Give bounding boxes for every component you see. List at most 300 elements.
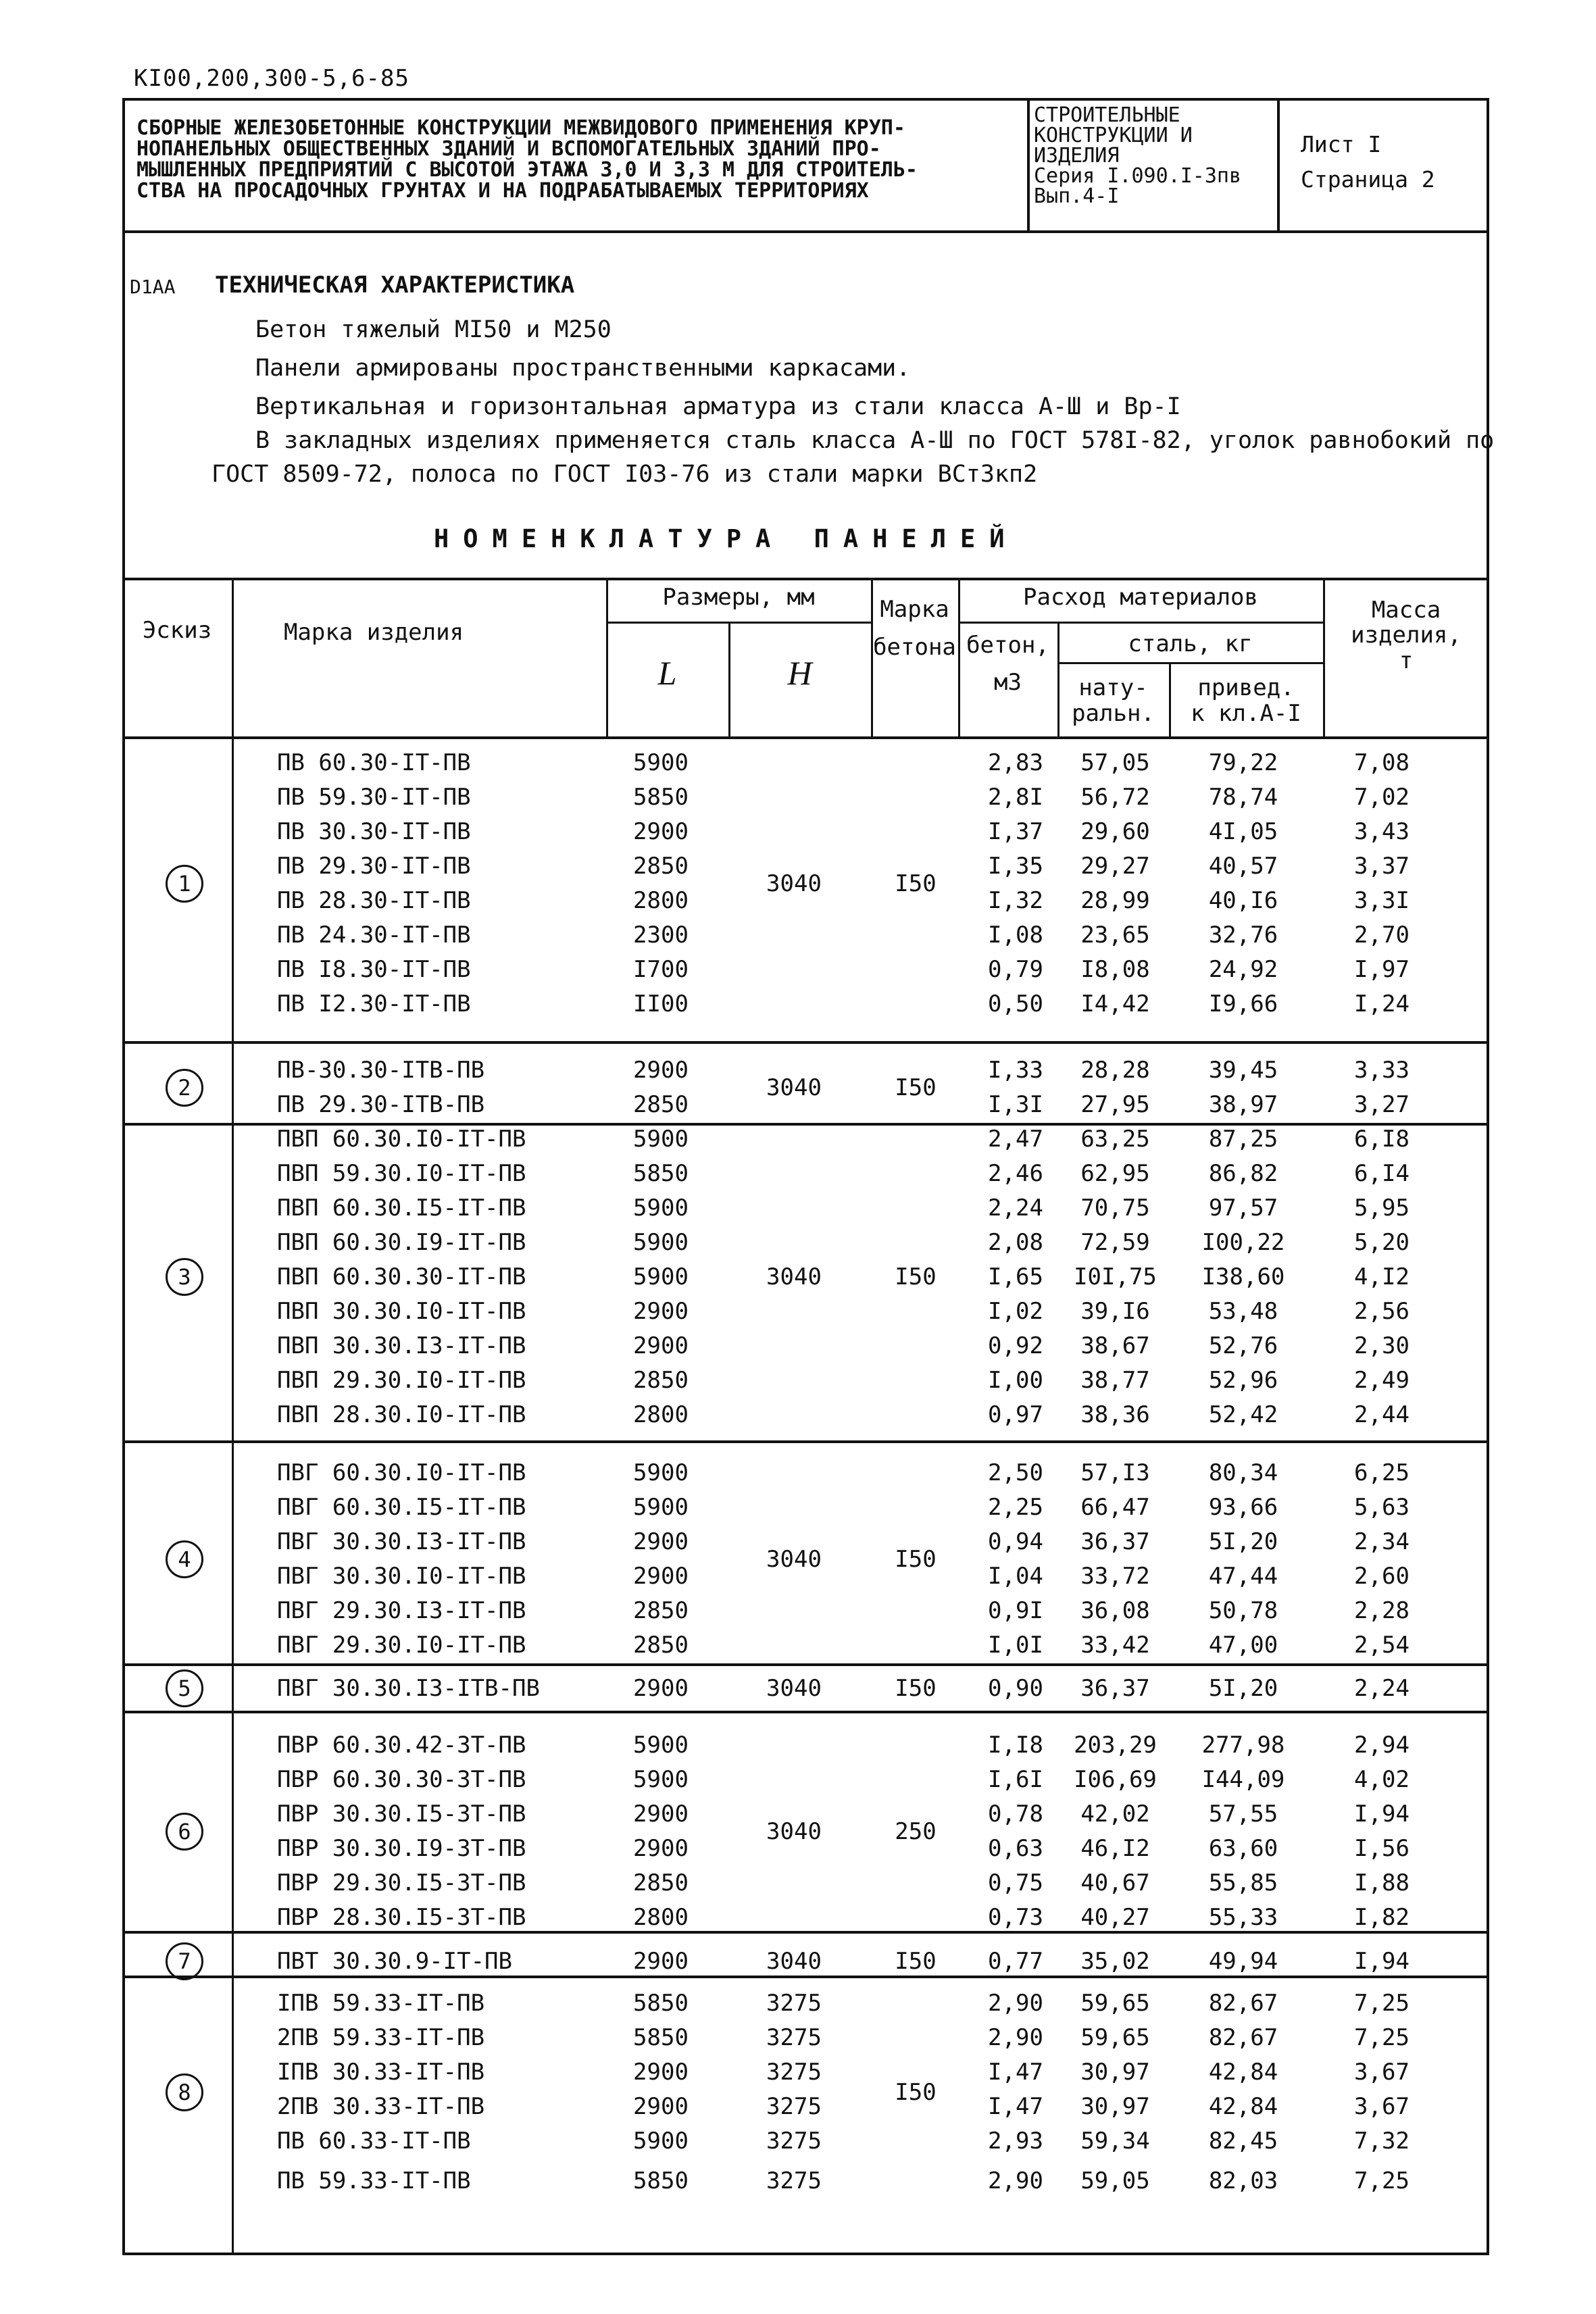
length-value: 2850 bbox=[633, 1091, 689, 1118]
product-mark: ПВП 30.30.I0-IТ-ПВ bbox=[277, 1298, 526, 1325]
product-mark: ПВГ 30.30.I3-IТ-ПВ bbox=[277, 1528, 526, 1555]
table-rule bbox=[606, 622, 871, 624]
product-mass: 2,30 bbox=[1354, 1332, 1410, 1359]
length-value: 2900 bbox=[633, 1563, 689, 1590]
steel-reduced: 47,00 bbox=[1208, 1632, 1278, 1659]
paragraph: Панели армированы пространственными каркасами. bbox=[255, 355, 911, 382]
height-value: 3040 bbox=[766, 1074, 822, 1101]
product-mass: I,82 bbox=[1354, 1904, 1410, 1931]
height-value: 3040 bbox=[766, 1545, 822, 1573]
product-mark: ПВР 60.30.30-3Т-ПВ bbox=[277, 1766, 526, 1793]
length-value: 2900 bbox=[633, 2059, 689, 2086]
steel-reduced: 49,94 bbox=[1208, 1948, 1278, 1975]
product-mark: ПВ 59.30-IТ-ПВ bbox=[277, 784, 471, 811]
steel-reduced: 50,78 bbox=[1208, 1597, 1278, 1624]
product-mark: ПВП 60.30.I5-IТ-ПВ bbox=[277, 1194, 526, 1222]
steel-reduced: 53,48 bbox=[1208, 1298, 1278, 1325]
col-header-mark: Марка изделия bbox=[283, 619, 464, 646]
product-mark: ПВ I8.30-IТ-ПВ bbox=[277, 956, 471, 983]
steel-reduced: I9,66 bbox=[1208, 990, 1278, 1017]
product-mass: 6,I8 bbox=[1354, 1126, 1410, 1153]
paragraph: В закладных изделиях применяется сталь класса А-Ш по ГОСТ 578I-82, уголок равнобокий по bbox=[255, 427, 1495, 454]
col-header-steel: сталь, кг bbox=[1128, 630, 1253, 657]
length-value: I700 bbox=[633, 956, 689, 983]
concrete-volume: 0,77 bbox=[988, 1948, 1043, 1975]
col-header-concrete: м3 bbox=[994, 669, 1022, 696]
concrete-volume: I,I8 bbox=[988, 1732, 1043, 1759]
steel-natural: 29,27 bbox=[1080, 853, 1150, 880]
sketch-number: 2 bbox=[166, 1069, 203, 1107]
steel-reduced: 39,45 bbox=[1208, 1057, 1278, 1084]
product-mark: ПВП 29.30.I0-IТ-ПВ bbox=[277, 1367, 526, 1394]
product-mark: ПВ 24.30-IТ-ПВ bbox=[277, 922, 471, 949]
steel-natural: 23,65 bbox=[1080, 922, 1150, 949]
concrete-grade: I50 bbox=[895, 1074, 937, 1101]
col-header-grade: бетона bbox=[873, 634, 956, 661]
note-label: D1AA bbox=[130, 276, 176, 298]
steel-natural: I8,08 bbox=[1080, 956, 1150, 983]
height-value: 3040 bbox=[766, 1675, 822, 1702]
concrete-grade: I50 bbox=[895, 870, 937, 897]
steel-natural: 203,29 bbox=[1074, 1732, 1157, 1759]
length-value: 2850 bbox=[633, 853, 689, 880]
product-mass: I,94 bbox=[1354, 1801, 1410, 1828]
steel-natural: I4,42 bbox=[1080, 990, 1150, 1017]
product-mass: 3,37 bbox=[1354, 853, 1410, 880]
product-mark: ПВГ 60.30.I0-IТ-ПВ bbox=[277, 1459, 526, 1486]
height-value: 3275 bbox=[766, 2128, 822, 2155]
length-value: 2850 bbox=[633, 1597, 689, 1624]
concrete-volume: 2,46 bbox=[988, 1160, 1043, 1187]
steel-natural: 59,65 bbox=[1080, 2024, 1150, 2051]
col-header-grade: Марка bbox=[880, 596, 949, 623]
height-value: 3040 bbox=[766, 1948, 822, 1975]
steel-reduced: 97,57 bbox=[1208, 1194, 1278, 1222]
paragraph: Бетон тяжелый МI50 и М250 bbox=[255, 316, 612, 343]
steel-reduced: 82,67 bbox=[1208, 1990, 1278, 2017]
steel-reduced: 277,98 bbox=[1201, 1732, 1285, 1759]
steel-reduced: 80,34 bbox=[1208, 1459, 1278, 1486]
concrete-volume: I,32 bbox=[988, 887, 1043, 914]
product-mark: ПВР 28.30.I5-3Т-ПВ bbox=[277, 1904, 526, 1931]
steel-natural: 70,75 bbox=[1080, 1194, 1150, 1222]
length-value: 5850 bbox=[633, 784, 689, 811]
page-number: Страница 2 bbox=[1301, 166, 1435, 193]
table-rule bbox=[122, 736, 1489, 739]
concrete-volume: I,3I bbox=[988, 1091, 1043, 1118]
length-value: 2800 bbox=[633, 1401, 689, 1428]
steel-natural: 59,65 bbox=[1080, 1990, 1150, 2017]
concrete-volume: 0,79 bbox=[988, 956, 1043, 983]
product-mass: 2,24 bbox=[1354, 1675, 1410, 1702]
steel-reduced: 40,I6 bbox=[1208, 887, 1278, 914]
product-mass: 7,32 bbox=[1354, 2128, 1410, 2155]
concrete-volume: 2,08 bbox=[988, 1229, 1043, 1256]
concrete-volume: 2,47 bbox=[988, 1126, 1043, 1153]
steel-natural: 33,42 bbox=[1080, 1632, 1150, 1659]
steel-reduced: 63,60 bbox=[1208, 1835, 1278, 1862]
length-value: 2900 bbox=[633, 1332, 689, 1359]
steel-natural: 57,I3 bbox=[1080, 1459, 1150, 1486]
product-mass: 2,54 bbox=[1354, 1632, 1410, 1659]
length-value: 5850 bbox=[633, 2167, 689, 2194]
col-header-mass: изделия, bbox=[1351, 622, 1462, 649]
product-mass: 7,02 bbox=[1354, 784, 1410, 811]
product-mark: ПВП 60.30.I9-IТ-ПВ bbox=[277, 1229, 526, 1256]
height-value: 3040 bbox=[766, 1817, 822, 1845]
product-mark: IПВ 59.33-IТ-ПВ bbox=[277, 1990, 485, 2017]
product-mark: ПВ 60.33-IТ-ПВ bbox=[277, 2128, 471, 2155]
concrete-volume: I,37 bbox=[988, 818, 1043, 845]
product-mass: 2,94 bbox=[1354, 1732, 1410, 1759]
length-value: 5900 bbox=[633, 2128, 689, 2155]
concrete-volume: 2,8I bbox=[988, 784, 1043, 811]
product-mass: 2,34 bbox=[1354, 1528, 1410, 1555]
sketch-number: 5 bbox=[166, 1669, 203, 1707]
concrete-volume: 0,94 bbox=[988, 1528, 1043, 1555]
product-mass: 2,28 bbox=[1354, 1597, 1410, 1624]
height-value: 3275 bbox=[766, 2093, 822, 2120]
length-value: 2900 bbox=[633, 1675, 689, 1702]
sketch-number: 7 bbox=[166, 1942, 203, 1980]
concrete-volume: 0,92 bbox=[988, 1332, 1043, 1359]
concrete-grade: I50 bbox=[895, 1675, 937, 1702]
group-divider bbox=[122, 1041, 1489, 1044]
column-line bbox=[232, 578, 234, 2255]
concrete-volume: 2,90 bbox=[988, 1990, 1043, 2017]
length-value: 2800 bbox=[633, 1904, 689, 1931]
product-mass: I,94 bbox=[1354, 1948, 1410, 1975]
product-mass: 5,20 bbox=[1354, 1229, 1410, 1256]
series-line: Вып.4-I bbox=[1034, 184, 1120, 208]
steel-natural: 56,72 bbox=[1080, 784, 1150, 811]
project-title-line: НОПАНЕЛЬНЫХ ОБЩЕСТВЕННЫХ ЗДАНИЙ И ВСПОМОГАТЕЛЬНЫХ ЗДАНИЙ ПРО- bbox=[136, 137, 881, 161]
length-value: 2850 bbox=[633, 1367, 689, 1394]
product-mass: 2,44 bbox=[1354, 1401, 1410, 1428]
product-mark: ПВ 30.30-IТ-ПВ bbox=[277, 818, 471, 845]
length-value: 2300 bbox=[633, 922, 689, 949]
group-divider bbox=[122, 1440, 1489, 1443]
steel-reduced: 4I,05 bbox=[1208, 818, 1278, 845]
product-mark: ПВГ 30.30.I3-IТВ-ПВ bbox=[277, 1675, 540, 1702]
steel-natural: 30,97 bbox=[1080, 2059, 1150, 2086]
steel-natural: 46,I2 bbox=[1080, 1835, 1150, 1862]
length-value: 2900 bbox=[633, 1801, 689, 1828]
product-mass: 2,49 bbox=[1354, 1367, 1410, 1394]
steel-natural: 63,25 bbox=[1080, 1126, 1150, 1153]
table-rule bbox=[1057, 662, 1323, 664]
series-line: Серия I.090.I-3пв bbox=[1034, 164, 1242, 188]
concrete-volume: I,35 bbox=[988, 853, 1043, 880]
steel-reduced: 42,84 bbox=[1208, 2059, 1278, 2086]
col-header-sizes: Размеры, мм bbox=[662, 584, 815, 611]
sketch-number: 8 bbox=[166, 2073, 203, 2111]
concrete-volume: 2,50 bbox=[988, 1459, 1043, 1486]
col-header-reduced: к кл.А-I bbox=[1191, 700, 1301, 727]
product-mass: I,24 bbox=[1354, 990, 1410, 1017]
steel-reduced: 55,33 bbox=[1208, 1904, 1278, 1931]
series-line: ИЗДЕЛИЯ bbox=[1034, 144, 1120, 168]
col-header-materials: Расход материалов bbox=[1023, 584, 1258, 611]
product-mass: I,97 bbox=[1354, 956, 1410, 983]
height-value: 3275 bbox=[766, 1990, 822, 2017]
project-title-line: МЫШЛЕННЫХ ПРЕДПРИЯТИЙ С ВЫСОТОЙ ЭТАЖА 3,0 И 3,3 М ДЛЯ СТРОИТЕЛЬ- bbox=[136, 158, 918, 182]
height-value: 3275 bbox=[766, 2167, 822, 2194]
product-mark: ПВП 28.30.I0-IТ-ПВ bbox=[277, 1401, 526, 1428]
table-rule bbox=[958, 622, 1323, 624]
steel-natural: 66,47 bbox=[1080, 1494, 1150, 1521]
sketch-number: 3 bbox=[166, 1258, 203, 1296]
sheet-number: Лист I bbox=[1301, 131, 1382, 157]
steel-reduced: 52,76 bbox=[1208, 1332, 1278, 1359]
product-mass: I,88 bbox=[1354, 1869, 1410, 1896]
group-divider bbox=[122, 1711, 1489, 1713]
length-value: 2900 bbox=[633, 1298, 689, 1325]
length-value: 5900 bbox=[633, 1229, 689, 1256]
concrete-volume: I,04 bbox=[988, 1563, 1043, 1590]
steel-natural: 29,60 bbox=[1080, 818, 1150, 845]
steel-reduced: 79,22 bbox=[1208, 749, 1278, 776]
project-title-line: СТВА НА ПРОСАДОЧНЫХ ГРУНТАХ И НА ПОДРАБАТЫВАЕМЫХ ТЕРРИТОРИЯХ bbox=[136, 179, 869, 203]
document-code: КI00,200,300-5,6-85 bbox=[134, 65, 409, 92]
concrete-grade: 250 bbox=[895, 1817, 937, 1845]
steel-natural: 36,37 bbox=[1080, 1528, 1150, 1555]
steel-natural: 40,67 bbox=[1080, 1869, 1150, 1896]
steel-natural: 36,08 bbox=[1080, 1597, 1150, 1624]
product-mark: ПВР 29.30.I5-3Т-ПВ bbox=[277, 1869, 526, 1896]
product-mass: 3,43 bbox=[1354, 818, 1410, 845]
steel-reduced: 82,03 bbox=[1208, 2167, 1278, 2194]
steel-natural: 57,05 bbox=[1080, 749, 1150, 776]
product-mass: I,56 bbox=[1354, 1835, 1410, 1862]
steel-reduced: 55,85 bbox=[1208, 1869, 1278, 1896]
col-header-concrete: бетон, bbox=[966, 632, 1049, 659]
product-mark: ПВП 30.30.I3-IТ-ПВ bbox=[277, 1332, 526, 1359]
product-mark: ПВТ 30.30.9-IТ-ПВ bbox=[277, 1948, 512, 1975]
product-mark: IПВ 30.33-IТ-ПВ bbox=[277, 2059, 485, 2086]
project-title-line: СБОРНЫЕ ЖЕЛЕЗОБЕТОННЫЕ КОНСТРУКЦИИ МЕЖВИДОВОГО ПРИМЕНЕНИЯ КРУП- bbox=[136, 116, 905, 140]
steel-reduced: 5I,20 bbox=[1208, 1675, 1278, 1702]
concrete-volume: I,02 bbox=[988, 1298, 1043, 1325]
col-header-reduced: привед. bbox=[1197, 674, 1295, 701]
product-mass: 6,I4 bbox=[1354, 1160, 1410, 1187]
concrete-volume: 0,97 bbox=[988, 1401, 1043, 1428]
steel-reduced: 24,92 bbox=[1208, 956, 1278, 983]
concrete-volume: I,0I bbox=[988, 1632, 1043, 1659]
product-mass: 2,60 bbox=[1354, 1563, 1410, 1590]
concrete-volume: 2,83 bbox=[988, 749, 1043, 776]
length-value: 2800 bbox=[633, 887, 689, 914]
steel-reduced: 47,44 bbox=[1208, 1563, 1278, 1590]
steel-reduced: 87,25 bbox=[1208, 1126, 1278, 1153]
product-mark: 2ПВ 59.33-IТ-ПВ bbox=[277, 2024, 485, 2051]
concrete-grade: I50 bbox=[895, 1545, 937, 1573]
title-block-divider bbox=[1027, 98, 1030, 233]
product-mark: ПВ 28.30-IТ-ПВ bbox=[277, 887, 471, 914]
steel-reduced: 78,74 bbox=[1208, 784, 1278, 811]
paragraph: Вертикальная и горизонтальная арматура из стали класса А-Ш и Вр-I bbox=[255, 393, 1181, 420]
steel-reduced: 93,66 bbox=[1208, 1494, 1278, 1521]
concrete-volume: 0,75 bbox=[988, 1869, 1043, 1896]
project-title bbox=[136, 118, 918, 201]
height-value: 3275 bbox=[766, 2024, 822, 2051]
length-value: 5850 bbox=[633, 1160, 689, 1187]
length-value: 2900 bbox=[633, 1835, 689, 1862]
product-mass: 3,3I bbox=[1354, 887, 1410, 914]
concrete-volume: I,6I bbox=[988, 1766, 1043, 1793]
product-mark: ПВР 30.30.I5-3Т-ПВ bbox=[277, 1801, 526, 1828]
product-mark: ПВ 29.30-IТВ-ПВ bbox=[277, 1091, 485, 1118]
steel-reduced: I38,60 bbox=[1201, 1263, 1285, 1290]
height-value: 3040 bbox=[766, 870, 822, 897]
col-header-h: H bbox=[787, 654, 812, 692]
steel-reduced: 5I,20 bbox=[1208, 1528, 1278, 1555]
col-header-natural: нату- bbox=[1078, 674, 1148, 701]
product-mass: 3,67 bbox=[1354, 2059, 1410, 2086]
paragraph: ГОСТ 8509-72, полоса по ГОСТ I03-76 из стали марки ВСт3кп2 bbox=[211, 461, 1038, 488]
steel-reduced: 32,76 bbox=[1208, 922, 1278, 949]
product-mark: ПВ 60.30-IТ-ПВ bbox=[277, 749, 471, 776]
concrete-grade: I50 bbox=[895, 1948, 937, 1975]
length-value: 5900 bbox=[633, 749, 689, 776]
steel-natural: 35,02 bbox=[1080, 1948, 1150, 1975]
steel-natural: 28,28 bbox=[1080, 1057, 1150, 1084]
length-value: 2900 bbox=[633, 2093, 689, 2120]
sketch-number: 4 bbox=[166, 1540, 203, 1578]
steel-reduced: 86,82 bbox=[1208, 1160, 1278, 1187]
product-mass: 7,25 bbox=[1354, 1990, 1410, 2017]
length-value: 5900 bbox=[633, 1459, 689, 1486]
product-mark: 2ПВ 30.33-IТ-ПВ bbox=[277, 2093, 485, 2120]
concrete-volume: 0,9I bbox=[988, 1597, 1043, 1624]
product-mark: ПВГ 60.30.I5-IТ-ПВ bbox=[277, 1494, 526, 1521]
steel-reduced: 42,84 bbox=[1208, 2093, 1278, 2120]
product-mark: ПВГ 29.30.I0-IТ-ПВ bbox=[277, 1632, 526, 1659]
product-mass: 4,I2 bbox=[1354, 1263, 1410, 1290]
concrete-volume: 2,93 bbox=[988, 2128, 1043, 2155]
product-mass: 3,27 bbox=[1354, 1091, 1410, 1118]
steel-reduced: 52,42 bbox=[1208, 1401, 1278, 1428]
concrete-volume: I,00 bbox=[988, 1367, 1043, 1394]
product-mark: ПВП 60.30.I0-IТ-ПВ bbox=[277, 1126, 526, 1153]
length-value: 5850 bbox=[633, 2024, 689, 2051]
product-mass: 3,33 bbox=[1354, 1057, 1410, 1084]
concrete-grade: I50 bbox=[895, 1263, 937, 1290]
steel-natural: I0I,75 bbox=[1074, 1263, 1157, 1290]
steel-reduced: 52,96 bbox=[1208, 1367, 1278, 1394]
title-block-divider bbox=[1277, 98, 1280, 233]
concrete-grade: I50 bbox=[895, 2078, 937, 2106]
height-value: 3040 bbox=[766, 1263, 822, 1290]
concrete-volume: I,33 bbox=[988, 1057, 1043, 1084]
steel-reduced: 82,45 bbox=[1208, 2128, 1278, 2155]
product-mark: ПВ I2.30-IТ-ПВ bbox=[277, 990, 471, 1017]
steel-reduced: 57,55 bbox=[1208, 1801, 1278, 1828]
product-mark: ПВ-30.30-IТВ-ПВ bbox=[277, 1057, 485, 1084]
steel-reduced: 40,57 bbox=[1208, 853, 1278, 880]
series-line: СТРОИТЕЛЬНЫЕ bbox=[1034, 103, 1180, 127]
product-mass: 5,63 bbox=[1354, 1494, 1410, 1521]
length-value: 2900 bbox=[633, 818, 689, 845]
col-header-l: L bbox=[657, 654, 677, 692]
product-mass: 2,56 bbox=[1354, 1298, 1410, 1325]
steel-reduced: 38,97 bbox=[1208, 1091, 1278, 1118]
concrete-volume: 2,90 bbox=[988, 2024, 1043, 2051]
steel-natural: 38,36 bbox=[1080, 1401, 1150, 1428]
concrete-volume: 2,24 bbox=[988, 1194, 1043, 1222]
table-rule bbox=[122, 578, 1489, 580]
product-mark: ПВР 30.30.I9-3Т-ПВ bbox=[277, 1835, 526, 1862]
length-value: 2850 bbox=[633, 1632, 689, 1659]
group-divider bbox=[122, 1931, 1489, 1934]
length-value: 2900 bbox=[633, 1948, 689, 1975]
product-mark: ПВП 60.30.30-IТ-ПВ bbox=[277, 1263, 526, 1290]
group-divider bbox=[122, 1663, 1489, 1666]
product-mass: 7,25 bbox=[1354, 2167, 1410, 2194]
product-mark: ПВП 59.30.I0-IТ-ПВ bbox=[277, 1160, 526, 1187]
length-value: II00 bbox=[633, 990, 689, 1017]
product-mark: ПВГ 30.30.I0-IТ-ПВ bbox=[277, 1563, 526, 1590]
length-value: 2900 bbox=[633, 1057, 689, 1084]
steel-natural: 59,05 bbox=[1080, 2167, 1150, 2194]
steel-natural: 59,34 bbox=[1080, 2128, 1150, 2155]
concrete-volume: 0,78 bbox=[988, 1801, 1043, 1828]
length-value: 5900 bbox=[633, 1194, 689, 1222]
concrete-volume: 2,25 bbox=[988, 1494, 1043, 1521]
table-title: НОМЕНКЛАТУРА ПАНЕЛЕЙ bbox=[434, 524, 1019, 553]
concrete-volume: I,47 bbox=[988, 2059, 1043, 2086]
section-title: ТЕХНИЧЕСКАЯ ХАРАКТЕРИСТИКА bbox=[215, 272, 575, 299]
col-header-natural: ральн. bbox=[1072, 700, 1155, 727]
length-value: 5900 bbox=[633, 1732, 689, 1759]
steel-natural: I06,69 bbox=[1074, 1766, 1157, 1793]
steel-natural: 42,02 bbox=[1080, 1801, 1150, 1828]
steel-reduced: I00,22 bbox=[1201, 1229, 1285, 1256]
steel-natural: 28,99 bbox=[1080, 887, 1150, 914]
steel-natural: 72,59 bbox=[1080, 1229, 1150, 1256]
product-mark: ПВ 59.33-IТ-ПВ bbox=[277, 2167, 471, 2194]
steel-natural: 40,27 bbox=[1080, 1904, 1150, 1931]
steel-natural: 36,37 bbox=[1080, 1675, 1150, 1702]
steel-natural: 39,I6 bbox=[1080, 1298, 1150, 1325]
length-value: 5850 bbox=[633, 1990, 689, 2017]
concrete-volume: 0,73 bbox=[988, 1904, 1043, 1931]
length-value: 2850 bbox=[633, 1869, 689, 1896]
product-mass: 2,70 bbox=[1354, 922, 1410, 949]
steel-reduced: 82,67 bbox=[1208, 2024, 1278, 2051]
product-mass: 7,25 bbox=[1354, 2024, 1410, 2051]
col-header-mass: Масса bbox=[1371, 597, 1441, 624]
product-mark: ПВР 60.30.42-3Т-ПВ bbox=[277, 1732, 526, 1759]
steel-natural: 30,97 bbox=[1080, 2093, 1150, 2120]
group-divider bbox=[122, 1976, 1489, 1978]
product-mark: ПВ 29.30-IТ-ПВ bbox=[277, 853, 471, 880]
product-mass: 4,02 bbox=[1354, 1766, 1410, 1793]
steel-natural: 33,72 bbox=[1080, 1563, 1150, 1590]
col-header-sketch: Эскиз bbox=[142, 617, 212, 644]
series-line: КОНСТРУКЦИИ И bbox=[1034, 124, 1193, 147]
concrete-volume: 2,90 bbox=[988, 2167, 1043, 2194]
steel-natural: 38,77 bbox=[1080, 1367, 1150, 1394]
concrete-volume: I,65 bbox=[988, 1263, 1043, 1290]
product-mass: 3,67 bbox=[1354, 2093, 1410, 2120]
sketch-number: 1 bbox=[166, 865, 203, 903]
length-value: 5900 bbox=[633, 1494, 689, 1521]
steel-natural: 27,95 bbox=[1080, 1091, 1150, 1118]
concrete-volume: 0,90 bbox=[988, 1675, 1043, 1702]
col-header-mass: т bbox=[1399, 647, 1414, 674]
length-value: 5900 bbox=[633, 1766, 689, 1793]
